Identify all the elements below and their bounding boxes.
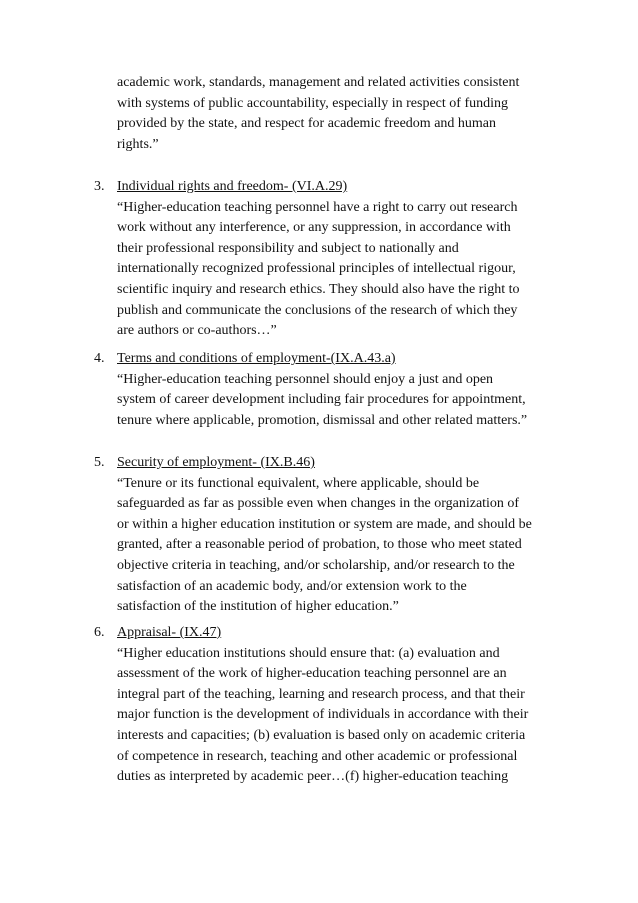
quote-line: integral part of the teaching, learning and research process, and that their: [117, 686, 525, 702]
quote-line: internationally recognized professional principles of intellectual rigour,: [117, 261, 516, 277]
quote-line: “Higher-education teaching personnel should enjoy a just and open: [117, 371, 494, 387]
quote-line: work without any interference, or any suppression, in accordance with: [117, 220, 511, 236]
section-heading: Security of employment- (IX.B.46): [117, 455, 315, 470]
section-heading: Terms and conditions of employment-(IX.A.43.a): [117, 351, 396, 366]
quote-line: safeguarded as far as possible even when changes in the organization of: [117, 496, 520, 512]
list-item-body: [117, 453, 532, 618]
quote-line: of competence in research, teaching and other academic or professional: [117, 748, 518, 764]
quote-line: granted, after a reasonable period of probation, to those who meet stated: [117, 537, 522, 553]
list-item-body: [117, 623, 528, 788]
quote-line: “Higher-education teaching personnel have a right to carry out research: [117, 199, 518, 215]
quote-line: “Tenure or its functional equivalent, where applicable, should be: [117, 475, 480, 491]
intro-line: academic work, standards, management and related activities consistent: [117, 75, 520, 90]
quote-line: satisfaction of the institution of higher education.”: [117, 599, 399, 615]
quote-line: or within a higher education institution or system are made, and should be: [117, 516, 532, 532]
list-item-body: [117, 177, 520, 342]
section-heading: Appraisal- (IX.47): [117, 625, 222, 640]
list-number: 4.: [94, 351, 105, 366]
intro-line: rights.”: [117, 136, 159, 152]
quote-line: system of career development including fair procedures for appointment,: [117, 392, 526, 408]
list-number: 6.: [94, 625, 105, 640]
quote-line: are authors or co-authors…”: [117, 323, 277, 339]
quote-line: scientific inquiry and research ethics. They should also have the right to: [117, 281, 520, 297]
section-heading: Individual rights and freedom- (VI.A.29): [117, 179, 348, 194]
quote-line: tenure where applicable, promotion, dismissal and other related matters.”: [117, 412, 528, 428]
quote-line: satisfaction of an academic body, and/or extension work to the: [117, 578, 467, 594]
intro-line: with systems of public accountability, especially in respect of funding: [117, 95, 508, 111]
list-item-body: [117, 349, 527, 431]
quote-line: duties as interpreted by academic peer…(f) higher-education teaching: [117, 769, 509, 785]
quote-line: interests and capacities; (b) evaluation is based only on academic criteria: [117, 727, 526, 743]
quote-line: major function is the development of individuals in accordance with their: [117, 707, 529, 723]
quote-line: their professional responsibility and subject to nationally and: [117, 240, 459, 256]
list-number: 3.: [94, 179, 105, 194]
quote-line: “Higher education institutions should ensure that: (a) evaluation and: [117, 645, 500, 661]
intro-paragraph: [117, 73, 587, 155]
intro-line: provided by the state, and respect for academic freedom and human: [117, 116, 497, 132]
list-number: 5.: [94, 455, 105, 470]
quote-line: publish and communicate the conclusions of the research of which they: [117, 302, 518, 318]
quote-line: assessment of the work of higher-education teaching personnel are an: [117, 666, 507, 682]
quote-line: objective criteria in teaching, and/or scholarship, and/or research to the: [117, 557, 515, 573]
